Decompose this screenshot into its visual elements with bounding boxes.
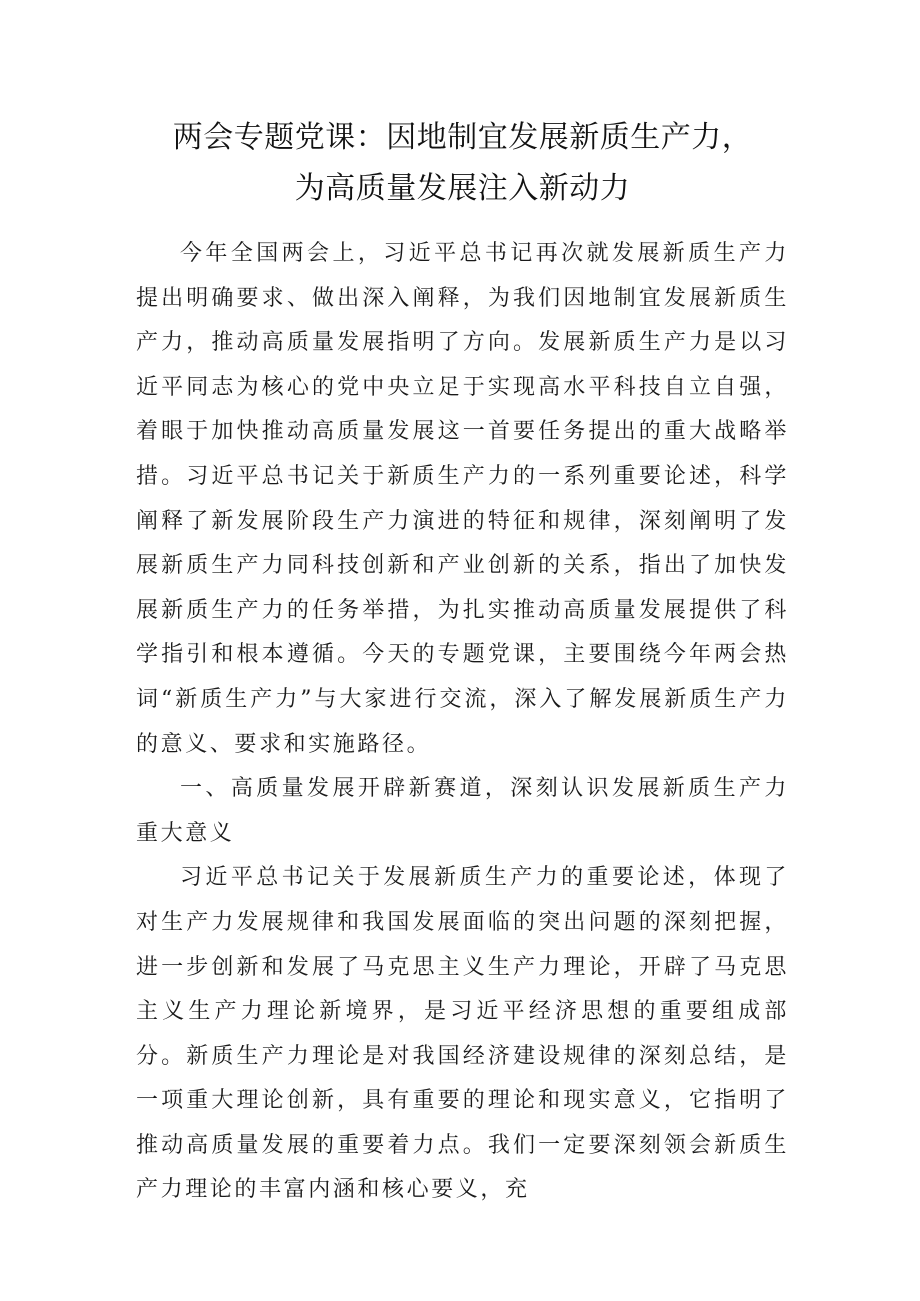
paragraph-section-1: 习近平总书记关于发展新质生产力的重要论述，体现了对生产力发展规律和我国发展面临的突出问题的深刻把握，进一步创新和发展了马克思主义生产力理论，开辟了马克思主义生产力理论新境界，是习近平经济思想的重要组成部分。新质生产力理论是对我国经济建设规律的深刻总结，是一项重大理论创新，具有重要的理论和现实意义，它指明了推动高质量发展的重要着力点。我们一定要深刻领会新质生产力理论的丰富内涵和核心要义，充 <box>136 865 789 1203</box>
section-heading-1: 一、高质量发展开辟新赛道，深刻认识发展新质生产力重大意义 <box>136 776 789 846</box>
title-line-1: 两会专题党课：因地制宜发展新质生产力， <box>172 120 753 155</box>
document-title <box>136 112 789 214</box>
paragraph-intro: 今年全国两会上，习近平总书记再次就发展新质生产力提出明确要求、做出深入阐释，为我们因地制宜发展新质生产力，推动高质量发展指明了方向。发展新质生产力是以习近平同志为核心的党中央立足于实现高水平科技自立自强，着眼于加快推动高质量发展这一首要任务提出的重大战略举措。习近平总书记关于新质生产力的一系列重要论述，科学阐释了新发展阶段生产力演进的特征和规律，深刻阐明了发展新质生产力同科技创新和产业创新的关系，指出了加快发展新质生产力的任务举措，为扎实推动高质量发展提供了科学指引和根本遵循。今天的专题党课，主要围绕今年两会热词“新质生产力”与大家进行交流，深入了解发展新质生产力的意义、要求和实施路径。 <box>136 241 789 757</box>
title-line-2: 为高质量发展注入新动力 <box>294 171 631 206</box>
